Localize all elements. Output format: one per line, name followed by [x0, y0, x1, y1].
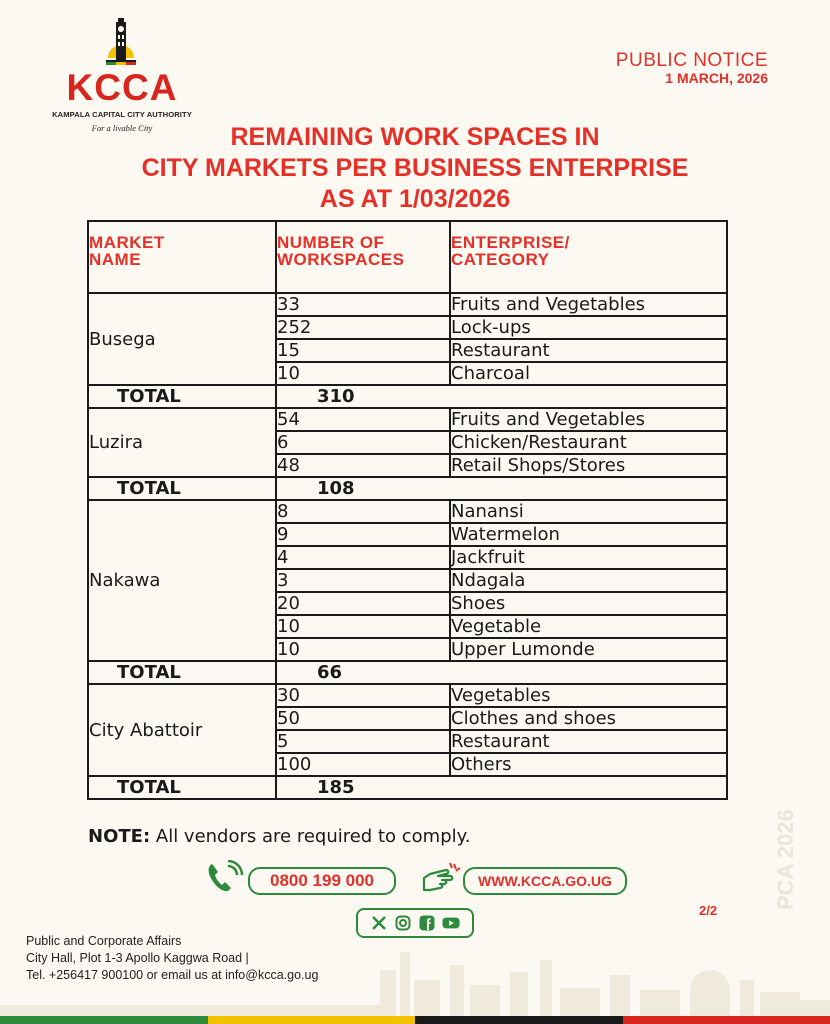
enterprise-category: Fruits and Vegetables	[450, 293, 727, 316]
workspace-count: 30	[276, 684, 450, 707]
workspace-count: 6	[276, 431, 450, 454]
website-link[interactable]: WWW.KCCA.GO.UG	[463, 867, 627, 895]
enterprise-category: Ndagala	[450, 569, 727, 592]
market-name: Busega	[88, 293, 276, 385]
total-label: TOTAL	[88, 385, 276, 408]
total-value: 310	[276, 385, 450, 408]
total-row	[88, 477, 727, 500]
stripe-red	[623, 1016, 830, 1024]
workspace-count: 20	[276, 592, 450, 615]
stripe-green	[0, 1016, 208, 1024]
title-line-2: CITY MARKETS PER BUSINESS ENTERPRISE	[141, 154, 689, 182]
stripe-black	[415, 1016, 623, 1024]
flag-stripe	[0, 1016, 830, 1024]
enterprise-category: Chicken/Restaurant	[450, 431, 727, 454]
workspace-count: 33	[276, 293, 450, 316]
market-name: Luzira	[88, 408, 276, 477]
workspace-count: 10	[276, 362, 450, 385]
total-value: 66	[276, 661, 450, 684]
workspace-count: 10	[276, 615, 450, 638]
total-value: 185	[276, 776, 450, 799]
enterprise-category: Shoes	[450, 592, 727, 615]
enterprise-category: Vegetable	[450, 615, 727, 638]
footer-address: City Hall, Plot 1-3 Apollo Kaggwa Road |	[26, 951, 249, 965]
market-name: Nakawa	[88, 500, 276, 661]
logo-tagline: For a livable City	[91, 123, 153, 133]
city-hall-tower-icon	[106, 18, 136, 66]
phone-icon	[204, 860, 244, 896]
note	[88, 826, 470, 847]
workspace-count: 48	[276, 454, 450, 477]
svg-text:PCA 2026: PCA 2026	[773, 809, 798, 910]
workspaces-table	[87, 220, 728, 800]
enterprise-category: Charcoal	[450, 362, 727, 385]
total-label: TOTAL	[88, 776, 276, 799]
watermark	[765, 790, 805, 920]
enterprise-category: Lock-ups	[450, 316, 727, 339]
enterprise-category: Jackfruit	[450, 546, 727, 569]
header-enterprise-category: ENTERPRISE/ CATEGORY	[450, 221, 727, 293]
enterprise-category: Nanansi	[450, 500, 727, 523]
workspace-count: 50	[276, 707, 450, 730]
pointing-hand-icon	[420, 860, 464, 896]
page-number: 2/2	[699, 903, 718, 918]
table-row	[88, 293, 727, 316]
logo-subtitle: KAMPALA CAPITAL CITY AUTHORITY	[52, 110, 192, 119]
workspace-count: 5	[276, 730, 450, 753]
market-name: City Abattoir	[88, 684, 276, 776]
total-spacer	[450, 477, 727, 500]
total-label: TOTAL	[88, 661, 276, 684]
table-row	[88, 684, 727, 707]
enterprise-category: Fruits and Vegetables	[450, 408, 727, 431]
workspace-count: 54	[276, 408, 450, 431]
workspace-count: 9	[276, 523, 450, 546]
workspace-count: 4	[276, 546, 450, 569]
total-row	[88, 661, 727, 684]
workspace-count: 252	[276, 316, 450, 339]
notice-label: PUBLIC NOTICE	[615, 50, 768, 71]
table-header-row	[88, 221, 727, 293]
footer-department: Public and Corporate Affairs	[26, 934, 182, 948]
enterprise-category: Clothes and shoes	[450, 707, 727, 730]
note-text: All vendors are required to comply.	[155, 826, 471, 847]
total-value: 108	[276, 477, 450, 500]
enterprise-category: Restaurant	[450, 730, 727, 753]
total-spacer	[450, 385, 727, 408]
table-row	[88, 408, 727, 431]
total-row	[88, 776, 727, 799]
enterprise-category: Retail Shops/Stores	[450, 454, 727, 477]
enterprise-category: Others	[450, 753, 727, 776]
enterprise-category: Vegetables	[450, 684, 727, 707]
enterprise-category: Upper Lumonde	[450, 638, 727, 661]
workspace-count: 15	[276, 339, 450, 362]
stripe-yellow	[208, 1016, 416, 1024]
notice-date: 1 MARCH, 2026	[665, 70, 768, 86]
phone-number[interactable]: 0800 199 000	[248, 867, 396, 895]
total-spacer	[450, 661, 727, 684]
workspace-count: 10	[276, 638, 450, 661]
page-title	[0, 122, 830, 215]
header-market-name: MARKET NAME	[88, 221, 276, 293]
table-row	[88, 500, 727, 523]
kcca-logo	[52, 18, 192, 133]
workspace-count: 3	[276, 569, 450, 592]
title-line-1: REMAINING WORK SPACES IN	[230, 123, 600, 151]
note-label: NOTE:	[88, 826, 151, 847]
workspace-count: 8	[276, 500, 450, 523]
footer-phone-email: Tel. +256417 900100 or email us at info@kcca.go.ug	[26, 968, 319, 982]
total-row	[88, 385, 727, 408]
total-label: TOTAL	[88, 477, 276, 500]
workspace-count: 100	[276, 753, 450, 776]
footer-contact	[26, 933, 318, 984]
enterprise-category: Restaurant	[450, 339, 727, 362]
total-spacer	[450, 776, 727, 799]
header-number-of-workspaces: NUMBER OF WORKSPACES	[276, 221, 450, 293]
title-line-3: AS AT 1/03/2026	[319, 185, 511, 213]
enterprise-category: Watermelon	[450, 523, 727, 546]
logo-wordmark: KCCA	[66, 67, 178, 108]
